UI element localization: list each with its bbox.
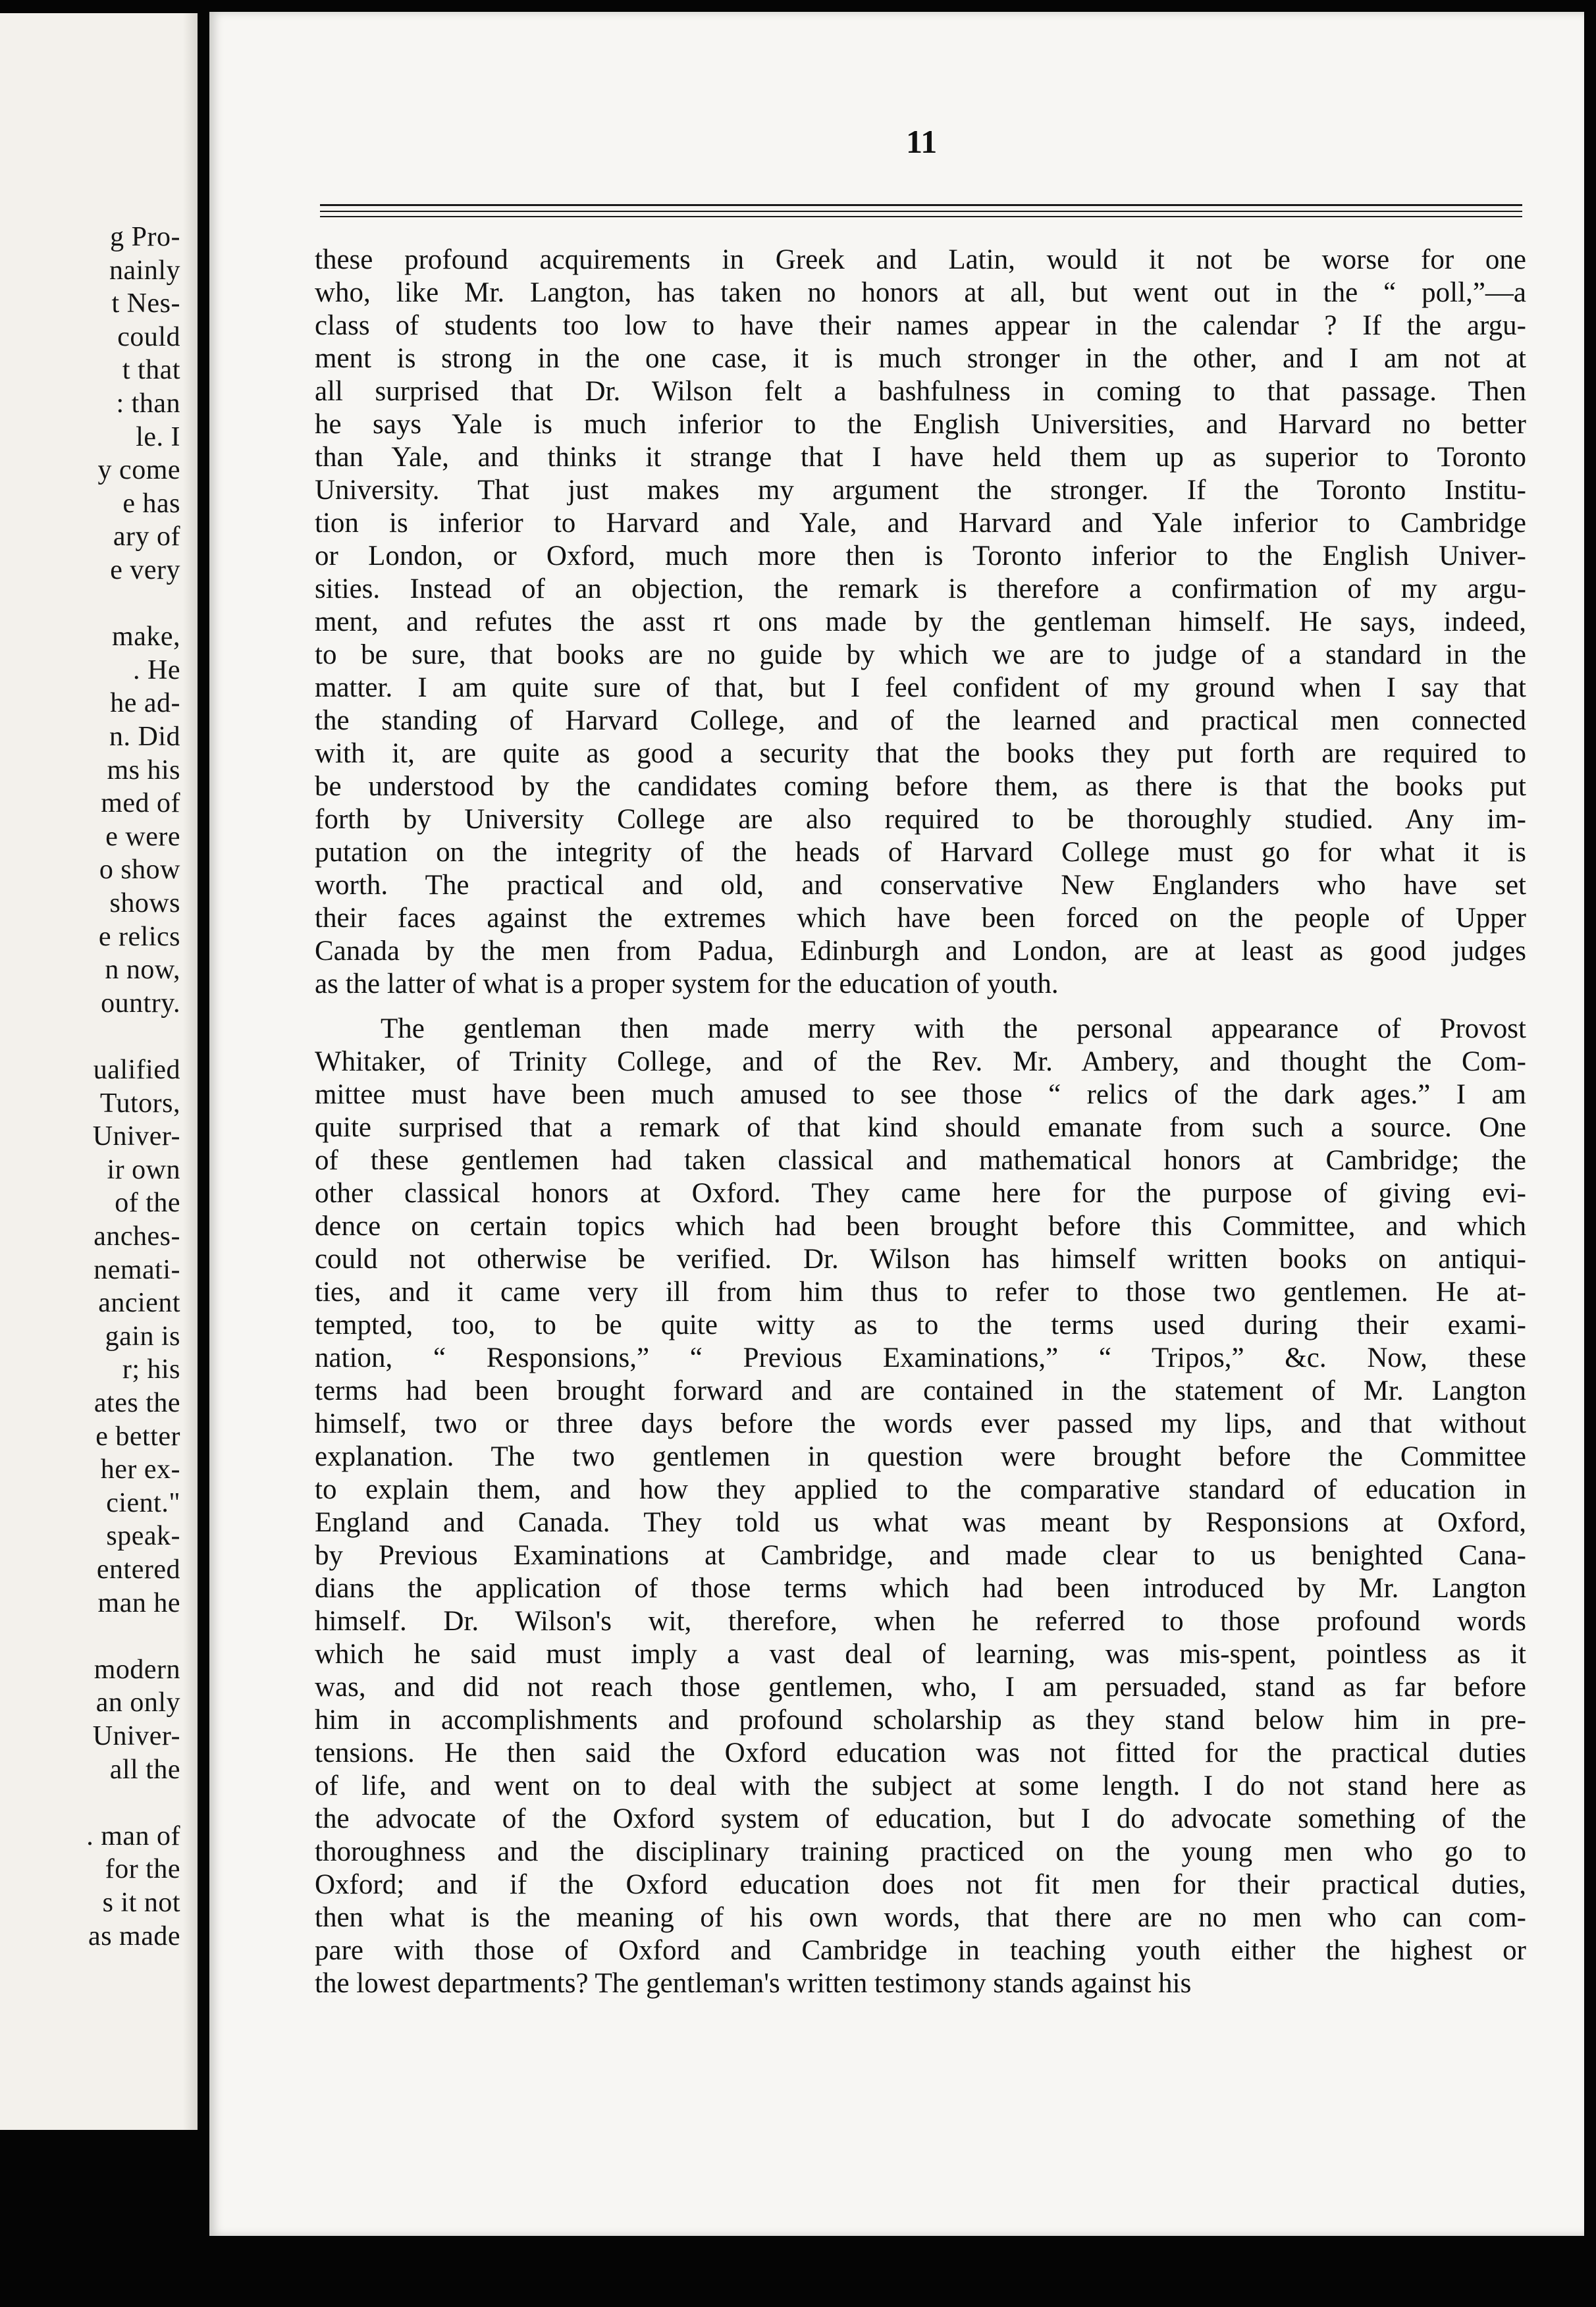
text-line: ties, and it came very ill from him thus to refer to those two gentlemen. He at- [315, 1277, 1526, 1308]
text-line: the standing of Harvard College, and of the learned and practical men connected [315, 705, 1526, 736]
facing-page-line: e relics [98, 921, 180, 952]
text-line: or London, or Oxford, much more then is Toronto inferior to the English Univer- [315, 541, 1526, 571]
text-line: was, and did not reach those gentlemen, who, I am persuaded, stand as far before [315, 1672, 1526, 1703]
text-line: ment is strong in the one case, it is much stronger in the other, and I am not at [315, 343, 1526, 374]
facing-page-line: gain is [105, 1321, 180, 1352]
text-line: tempted, too, to be quite witty as to the terms used during their exami- [315, 1310, 1526, 1340]
facing-page-line: ountry. [101, 988, 180, 1019]
facing-page-fragment [0, 13, 198, 2130]
text-line: terms had been brought forward and are contained in the statement of Mr. Langton [315, 1375, 1526, 1406]
text-line: the advocate of the Oxford system of education, but I do advocate something of the [315, 1803, 1526, 1834]
facing-page-line: ms his [107, 755, 180, 785]
paragraph [315, 1013, 1526, 2000]
facing-page-line: e better [95, 1421, 180, 1452]
facing-page-line: . He [133, 654, 180, 685]
facing-page-line: . man of [86, 1820, 180, 1851]
facing-page-line: for the [105, 1854, 180, 1885]
text-line: putation on the integrity of the heads of Harvard College must go for what it is [315, 837, 1526, 868]
facing-page-line: t that [122, 355, 180, 386]
text-line: all surprised that Dr. Wilson felt a bashfulness in coming to that passage. Then [315, 376, 1526, 407]
facing-page-line: e has [122, 488, 180, 519]
text-line: Oxford; and if the Oxford education does not fit men for their practical duties, [315, 1869, 1526, 1900]
facing-page-line: r; his [122, 1354, 180, 1385]
page-gutter [183, 13, 198, 2130]
facing-page-line: entered [96, 1554, 180, 1585]
text-line: he says Yale is much inferior to the English Universities, and Harvard no better [315, 409, 1526, 440]
text-line: tion is inferior to Harvard and Yale, and Harvard and Yale inferior to Cambridge [315, 508, 1526, 539]
text-line: mittee must have been much amused to see those “ relics of the dark ages.” I am [315, 1079, 1526, 1110]
text-line: him in accomplishments and profound scholarship as they stand below him in pre- [315, 1705, 1526, 1736]
facing-page-line: nainly [109, 255, 180, 286]
facing-page-line: ates the [93, 1388, 180, 1418]
text-line: himself. Dr. Wilson's wit, therefore, when he referred to those profound words [315, 1606, 1526, 1637]
text-line: Whitaker, of Trinity College, and of the Rev. Mr. Ambery, and thought the Com- [315, 1046, 1526, 1077]
text-line: their faces against the extremes which have been forced on the people of Upper [315, 903, 1526, 934]
facing-page-line: le. I [136, 421, 180, 452]
text-line: of life, and went on to deal with the subject at some length. I do not stand here as [315, 1770, 1526, 1801]
text-line: then what is the meaning of his own words, that there are no men who can com- [315, 1902, 1526, 1933]
facing-page-line: t Nes- [111, 288, 180, 319]
text-line: which he said must imply a vast deal of learning, was mis-spent, pointless as it [315, 1639, 1526, 1670]
text-line: to be sure, that books are no guide by which we are to judge of a standard in the [315, 639, 1526, 670]
facing-page-line: ir own [107, 1154, 180, 1185]
facing-page-line: as made [88, 1921, 180, 1951]
facing-page-line: ualified [93, 1055, 180, 1085]
text-line: thoroughness and the disciplinary training practiced on the young men who go to [315, 1836, 1526, 1867]
facing-page-line: he ad- [110, 688, 180, 719]
text-line: forth by University College are also required to be thoroughly studied. Any im- [315, 804, 1526, 835]
facing-page-line: med of [101, 788, 180, 819]
facing-page-line: o show [99, 855, 180, 886]
paragraph [315, 244, 1526, 1001]
main-page [209, 12, 1584, 2236]
facing-page-line: an only [95, 1687, 180, 1718]
text-line: than Yale, and thinks it strange that I have held them up as superior to Toronto [315, 442, 1526, 473]
header-rule [320, 216, 1522, 217]
text-line: with it, are quite as good a security that the books they put forth are required to [315, 738, 1526, 769]
facing-page-line: cient." [106, 1487, 180, 1518]
page-number: 11 [906, 123, 938, 160]
text-line: The gentleman then made merry with the personal appearance of Provost [381, 1013, 1526, 1044]
text-line: dians the application of those terms which had been introduced by Mr. Langton [315, 1573, 1526, 1604]
text-line: other classical honors at Oxford. They came here for the purpose of giving evi- [315, 1178, 1526, 1209]
text-line: could not otherwise be verified. Dr. Wilson has himself written books on antiqui- [315, 1244, 1526, 1275]
facing-page-line: Univer- [92, 1121, 180, 1152]
facing-page-line: : than [116, 388, 180, 419]
facing-page-line: modern [93, 1654, 180, 1685]
facing-page-line: Univer- [92, 1721, 180, 1751]
facing-page-line: n now, [105, 955, 180, 986]
facing-page-line: e very [110, 555, 180, 585]
text-line: the lowest departments? The gentleman's written testimony stands against his [315, 1968, 1192, 1999]
facing-page-line: g Pro- [110, 222, 180, 252]
body-text [315, 244, 1526, 2000]
text-line: who, like Mr. Langton, has taken no honors at all, but went out in the “ poll,”—a [315, 277, 1526, 308]
text-line: of these gentlemen had taken classical and mathematical honors at Cambridge; the [315, 1145, 1526, 1176]
facing-page-line: y come [97, 455, 180, 486]
text-line: these profound acquirements in Greek and Latin, would it not be worse for one [315, 244, 1526, 275]
text-line: quite surprised that a remark of that kind should emanate from such a source. One [315, 1112, 1526, 1143]
facing-page-line: anches- [93, 1221, 180, 1252]
facing-page-line: make, [112, 622, 180, 652]
text-line: University. That just makes my argument the stronger. If the Toronto Institu- [315, 475, 1526, 506]
text-line: pare with those of Oxford and Cambridge in teaching youth either the highest or [315, 1935, 1526, 1966]
facing-page-line: Tutors, [99, 1088, 180, 1119]
header-rule [320, 204, 1522, 206]
facing-page-line: her ex- [100, 1454, 180, 1485]
facing-page-line: e were [105, 821, 180, 852]
facing-page-line: s it not [102, 1888, 180, 1918]
text-line: Canada by the men from Padua, Edinburgh and London, are at least as good judges [315, 936, 1526, 967]
facing-page-line: n. Did [109, 722, 180, 752]
facing-page-line: nemati- [93, 1254, 180, 1285]
facing-page-line: could [117, 321, 180, 352]
facing-page-line: man he [97, 1587, 180, 1618]
text-line: be understood by the candidates coming before them, as there is that the books put [315, 771, 1526, 802]
header-rule [320, 211, 1522, 212]
text-line: himself, two or three days before the words ever passed my lips, and that without [315, 1408, 1526, 1439]
facing-page-line: shows [109, 888, 180, 918]
text-line: nation, “ Responsions,” “ Previous Examinations,” “ Tripos,” &c. Now, these [315, 1342, 1526, 1373]
text-line: to explain them, and how they applied to the comparative standard of education in [315, 1474, 1526, 1505]
text-line: class of students too low to have their names appear in the calendar ? If the argu- [315, 310, 1526, 341]
facing-page-line: ancient [98, 1288, 180, 1319]
text-line: by Previous Examinations at Cambridge, and made clear to us benighted Cana- [315, 1540, 1526, 1571]
text-line: ment, and refutes the asst rt ons made by the gentleman himself. He says, indeed, [315, 606, 1526, 637]
text-line: explanation. The two gentlemen in question were brought before the Committee [315, 1441, 1526, 1472]
text-line: matter. I am quite sure of that, but I feel confident of my ground when I say that [315, 672, 1526, 703]
text-line: sities. Instead of an objection, the remark is therefore a confirmation of my argu- [315, 573, 1526, 604]
text-line: England and Canada. They told us what was meant by Responsions at Oxford, [315, 1507, 1526, 1538]
text-line: dence on certain topics which had been brought before this Committee, and which [315, 1211, 1526, 1242]
text-line: tensions. He then said the Oxford education was not fitted for the practical duties [315, 1737, 1526, 1768]
facing-page-line: speak- [106, 1521, 180, 1552]
facing-page-line: all the [109, 1754, 180, 1785]
facing-page-line: of the [115, 1188, 180, 1219]
text-line: worth. The practical and old, and conservative New Englanders who have set [315, 870, 1526, 901]
facing-page-line: ary of [113, 521, 180, 552]
text-line: as the latter of what is a proper system for the education of youth. [315, 968, 1059, 999]
